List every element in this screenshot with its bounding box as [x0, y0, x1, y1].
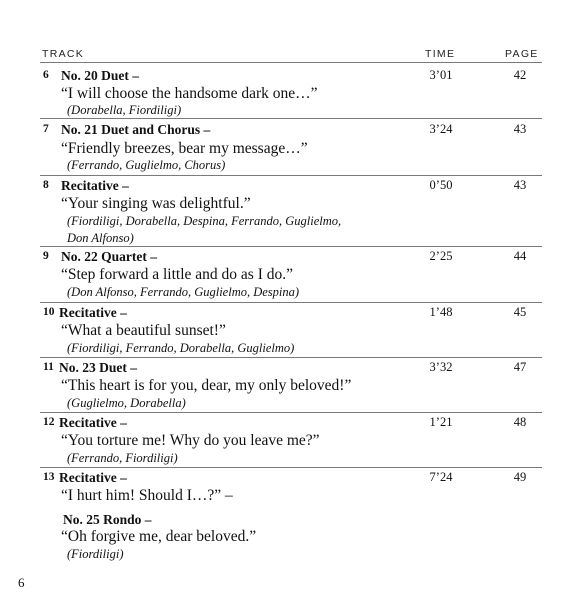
track-cast: (Dorabella, Fiordiligi)	[67, 103, 182, 117]
track-number: 13	[43, 471, 55, 483]
track-page: 44	[513, 249, 527, 263]
time-column-header: TIME	[425, 48, 456, 60]
track-column-header: TRACK	[42, 48, 85, 60]
track-title: No. 22 Quartet –	[61, 249, 157, 264]
track-cast: (Fiordiligi, Ferrando, Dorabella, Guglielmo)	[67, 341, 295, 355]
track-time: 2’25	[429, 249, 453, 263]
track-number: 8	[43, 179, 49, 191]
track-title: Recitative –	[59, 415, 127, 430]
track-cast: (Ferrando, Fiordiligi)	[67, 451, 178, 465]
track-second-title: No. 25 Rondo –	[63, 512, 152, 527]
track-number: 12	[43, 416, 55, 428]
track-second-quote: “Oh forgive me, dear beloved.”	[61, 528, 257, 545]
track-number: 11	[43, 361, 54, 373]
track-cast: (Guglielmo, Dorabella)	[67, 396, 186, 410]
page-column-header: PAGE	[505, 48, 539, 60]
track-title: No. 21 Duet and Chorus –	[61, 122, 211, 137]
track-page: 42	[513, 68, 527, 82]
track-quote: “You torture me! Why do you leave me?”	[61, 432, 320, 449]
track-time: 3’32	[429, 360, 453, 374]
track-cast: (Don Alfonso, Ferrando, Guglielmo, Despina)	[67, 285, 300, 299]
track-cast-continued: Don Alfonso)	[67, 231, 134, 245]
track-number: 7	[43, 123, 49, 135]
track-quote: “Friendly breezes, bear my message…”	[61, 140, 308, 157]
track-page: 43	[513, 122, 527, 136]
track-title: Recitative –	[59, 305, 127, 320]
track-cast: (Ferrando, Guglielmo, Chorus)	[67, 158, 226, 172]
track-number: 6	[43, 69, 49, 81]
track-title: No. 23 Duet –	[59, 360, 137, 375]
track-cast: (Fiordiligi)	[67, 547, 124, 561]
track-quote: “What a beautiful sunset!”	[61, 322, 226, 339]
track-quote: “Step forward a little and do as I do.”	[61, 266, 293, 283]
track-title: Recitative –	[59, 470, 127, 485]
track-title: No. 20 Duet –	[61, 68, 139, 83]
track-time: 1’48	[429, 305, 453, 319]
track-time: 3’24	[429, 122, 453, 136]
track-page: 43	[513, 178, 527, 192]
divider	[40, 62, 542, 63]
track-quote: “This heart is for you, dear, my only beloved!”	[61, 377, 352, 394]
track-number: 9	[43, 250, 49, 262]
track-time: 7’24	[429, 470, 453, 484]
track-page: 48	[513, 415, 527, 429]
track-time: 3’01	[429, 68, 453, 82]
track-cast: (Fiordiligi, Dorabella, Despina, Ferrando, Guglielmo,	[67, 214, 342, 228]
track-quote: “I will choose the handsome dark one…”	[61, 85, 318, 102]
track-page: 49	[513, 470, 527, 484]
track-title: Recitative –	[61, 178, 129, 193]
track-quote: “Your singing was delightful.”	[61, 195, 251, 212]
track-quote: “I hurt him! Should I…?” –	[61, 487, 233, 504]
track-page: 47	[513, 360, 527, 374]
track-time: 0’50	[429, 178, 453, 192]
page-number: 6	[18, 575, 25, 590]
track-number: 10	[43, 306, 55, 318]
track-time: 1’21	[429, 415, 453, 429]
divider	[40, 118, 542, 119]
track-page: 45	[513, 305, 527, 319]
